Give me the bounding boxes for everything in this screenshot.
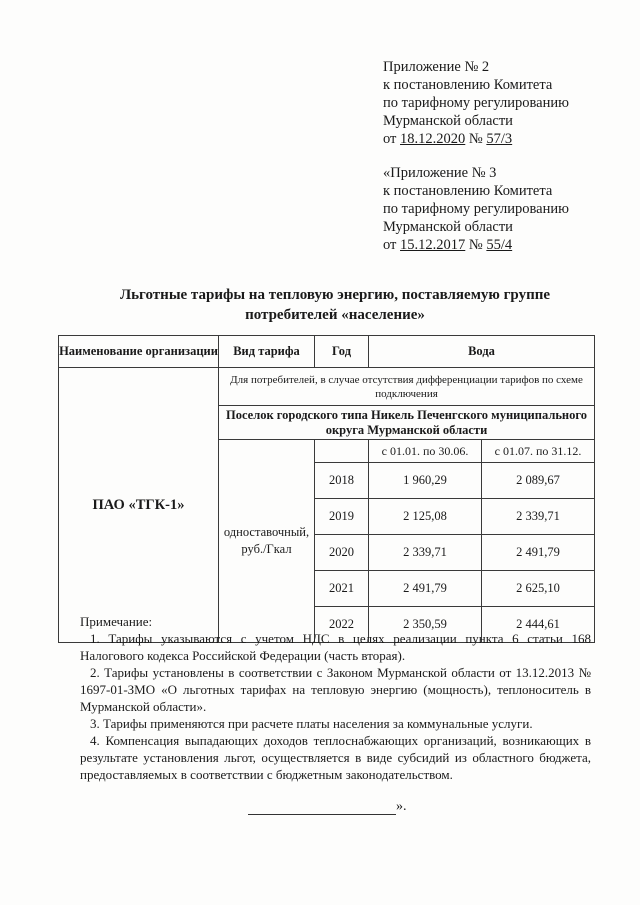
condition-row [59, 368, 595, 406]
closing-quote: ». [396, 799, 407, 814]
appendix-current-line2: к постановлению Комитета [383, 77, 553, 93]
value-cell-p1: 2 491,79 [369, 571, 482, 607]
value-cell-p2: 2 089,67 [482, 463, 595, 499]
title-line1: Льготные тарифы на тепловую энергию, поставляемую группе [119, 287, 551, 303]
value-cell-p2: 2 491,79 [482, 535, 595, 571]
document-title [60, 285, 610, 325]
date-prefix: от [383, 131, 397, 147]
org-name: ПАО «ТГК-1» [59, 368, 219, 643]
appendix-current [383, 58, 569, 148]
year-cell: 2021 [315, 571, 369, 607]
appendix-original-date-line [383, 236, 569, 254]
header-org: Наименование организации [59, 336, 219, 368]
year-cell: 2018 [315, 463, 369, 499]
condition-text: Для потребителей, в случае отсутствия дифференциации тарифов по схеме подключения [219, 368, 595, 406]
notes-section [80, 613, 591, 783]
tariff-type-cell: одноставочный, руб./Гкал [219, 440, 315, 643]
period-2: с 01.07. по 31.12. [482, 440, 595, 463]
header-year: Год [315, 336, 369, 368]
value-cell-p1: 2 350,59 [369, 607, 482, 643]
appendix-current-line3: по тарифному регулированию [383, 95, 569, 111]
appendix-current-date-line [383, 130, 569, 148]
appendix-original-number: 55/4 [486, 237, 513, 253]
year-cell: 2020 [315, 535, 369, 571]
value-cell-p1: 2 339,71 [369, 535, 482, 571]
note-item: 2. Тарифы установлены в соответствии с Законом Мурманской области от 13.12.2013 № 1697-01-ЗМО «О льготных тарифах на тепловую энергию (мощность), теплоноситель в Мурманской области». [80, 665, 591, 714]
period-1: с 01.01. по 30.06. [369, 440, 482, 463]
value-cell-p1: 2 125,08 [369, 499, 482, 535]
title-line2: потребителей «население» [245, 307, 425, 323]
signature-line [248, 800, 396, 815]
header-tariff-type: Вид тарифа [219, 336, 315, 368]
appendix-original-line1: «Приложение № 3 [383, 165, 497, 181]
number-prefix: № [468, 237, 483, 253]
appendix-original [383, 164, 569, 254]
appendix-current-line4: Мурманской области [383, 113, 513, 129]
appendix-original-date: 15.12.2017 [400, 237, 466, 253]
value-cell-p2: 2 339,71 [482, 499, 595, 535]
tariff-table [58, 335, 595, 643]
appendix-original-line2: к постановлению Комитета [383, 183, 553, 199]
notes-heading: Примечание: [80, 614, 153, 629]
value-cell-p2: 2 625,10 [482, 571, 595, 607]
closing-line [248, 799, 407, 815]
year-cell: 2019 [315, 499, 369, 535]
date-prefix: от [383, 237, 397, 253]
year-cell: 2022 [315, 607, 369, 643]
note-item: 1. Тарифы указываются с учетом НДС в целях реализации пункта 6 статьи 168 Налогового кодекса Российской Федерации (часть вторая). [80, 631, 591, 663]
table-header-row [59, 336, 595, 368]
note-item: 3. Тарифы применяются при расчете платы населения за коммунальные услуги. [90, 716, 533, 731]
header-water: Вода [369, 336, 595, 368]
appendix-current-line1: Приложение № 2 [383, 59, 490, 75]
value-cell-p1: 1 960,29 [369, 463, 482, 499]
appendix-original-line4: Мурманской области [383, 219, 513, 235]
number-prefix: № [468, 131, 483, 147]
note-item: 4. Компенсация выпадающих доходов теплоснабжающих организаций, возникающих в результате установления льгот, осуществляется в виде субсидий из областного бюджета, предоставляемых в соответствии с бюджетным законодательством. [80, 733, 591, 782]
appendix-current-date: 18.12.2020 [400, 131, 466, 147]
appendix-original-line3: по тарифному регулированию [383, 201, 569, 217]
period-year-empty [315, 440, 369, 463]
settlement-text: Поселок городского типа Никель Печенгского муниципального округа Мурманской области [219, 406, 595, 440]
appendix-current-number: 57/3 [486, 131, 513, 147]
value-cell-p2: 2 444,61 [482, 607, 595, 643]
